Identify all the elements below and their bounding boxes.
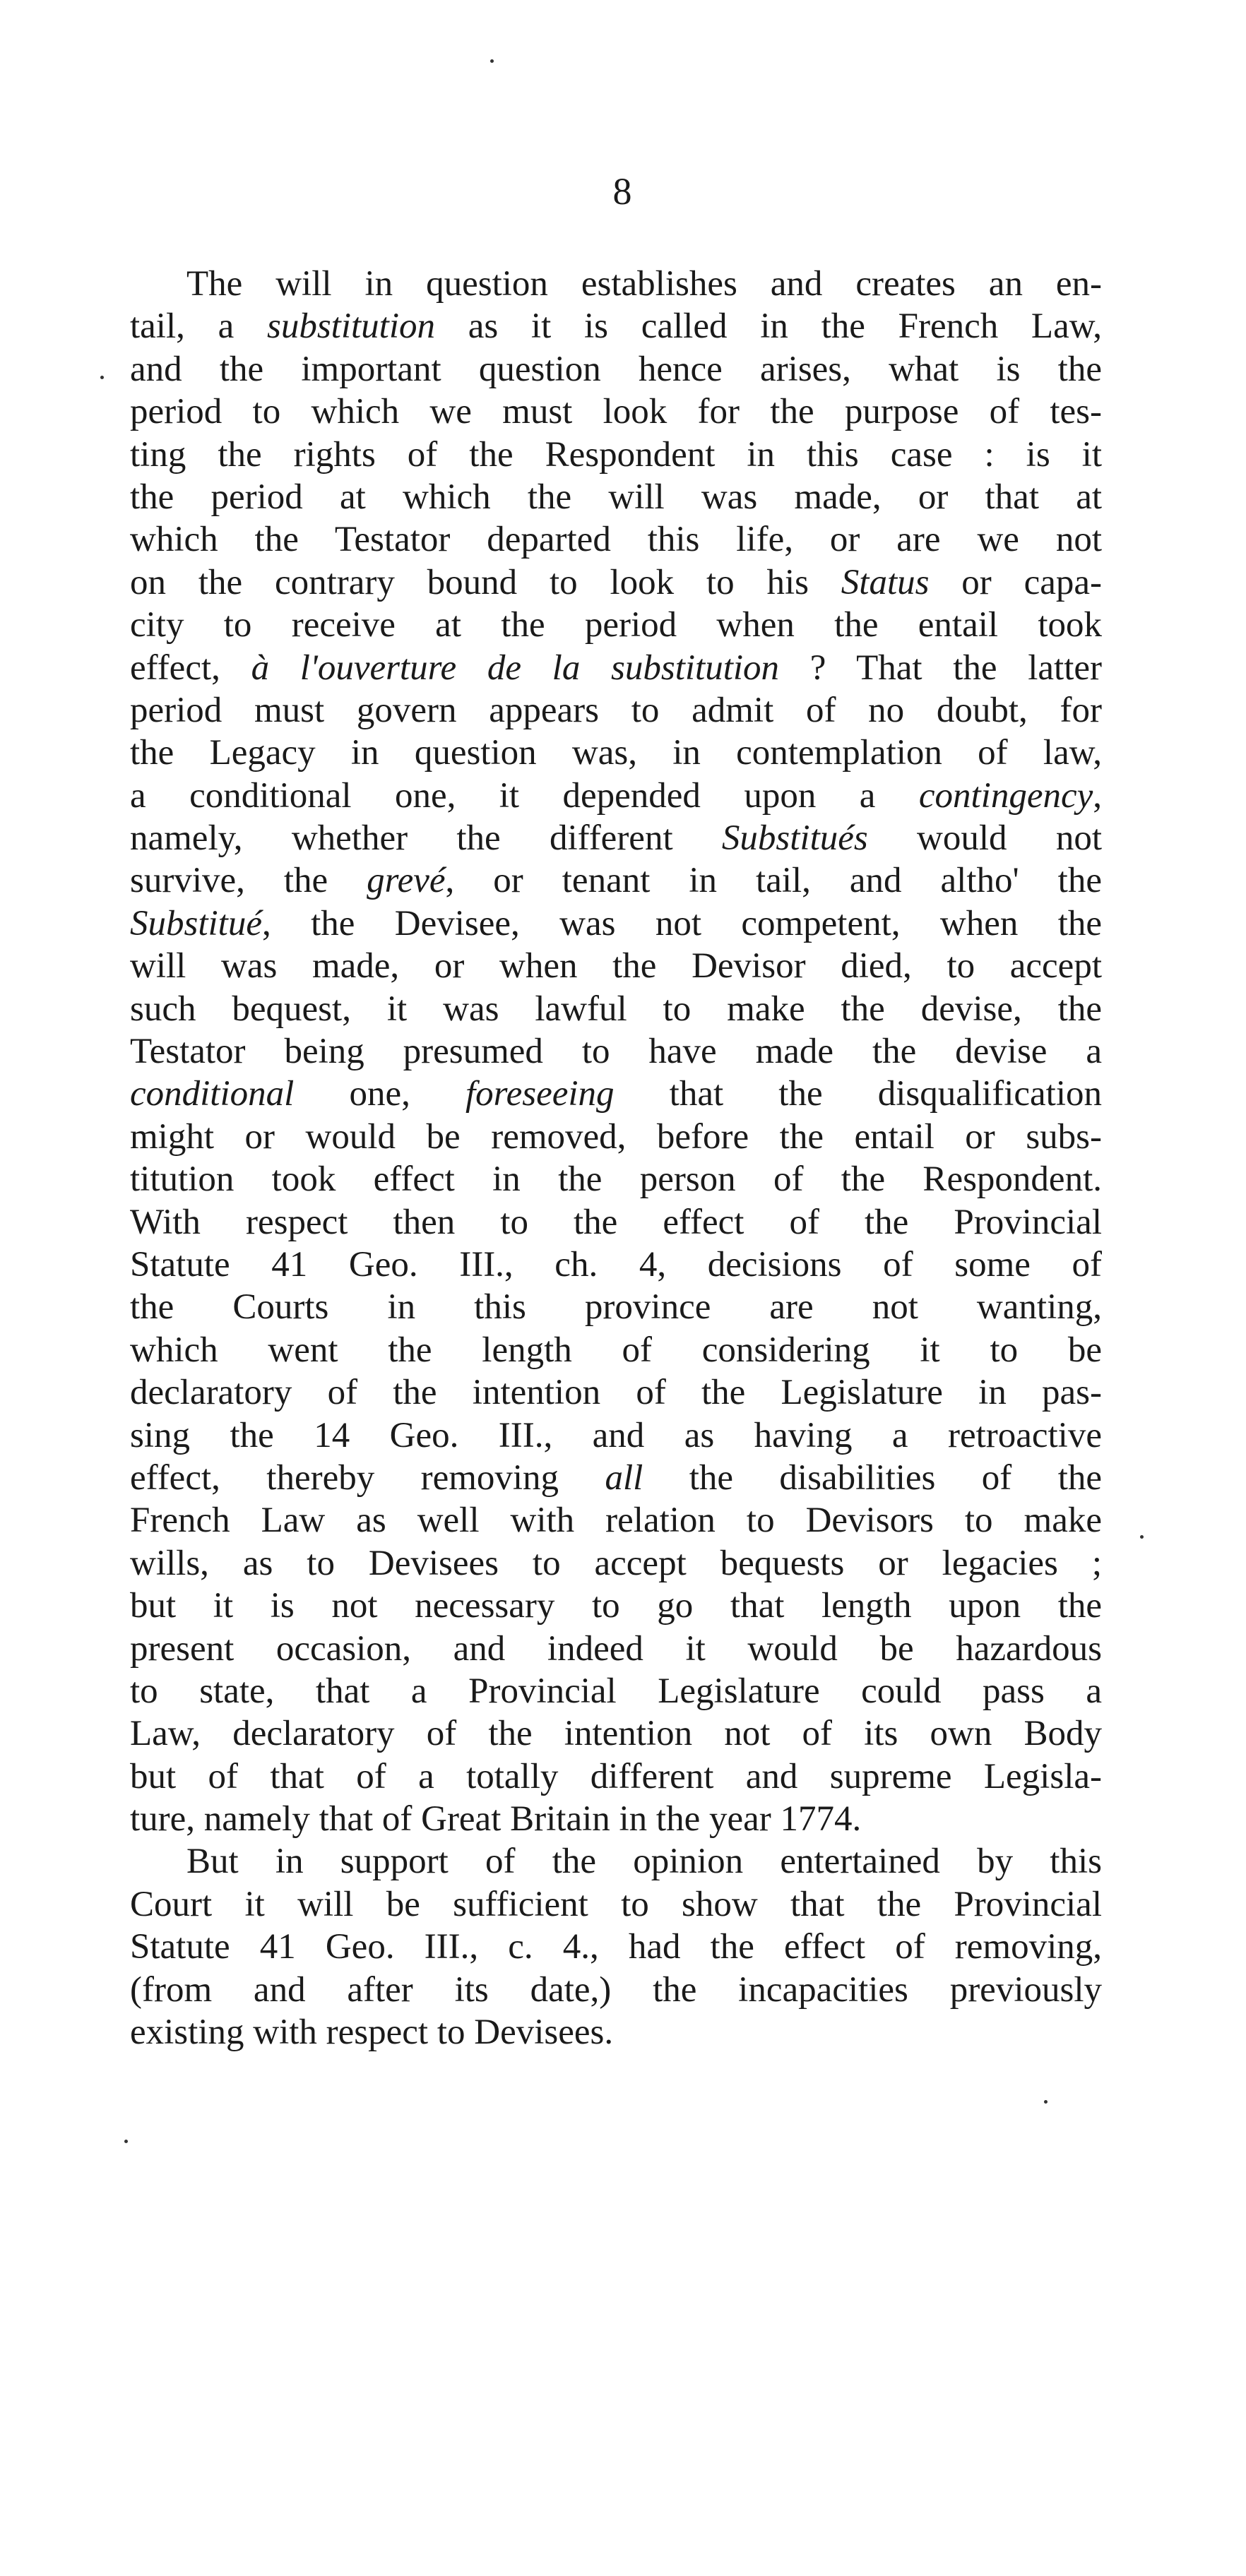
text-line: Testator being presumed to have made the devise a <box>130 1032 1102 1072</box>
text-line: ture, namely that of Great Britain in the year 1774. <box>130 1799 862 1839</box>
text-line: the period at which the will was made, or that at <box>130 477 1102 517</box>
text-line: Court it will be sufficient to show that the Provincial <box>130 1884 1102 1924</box>
text-line: conditional one, foreseeing that the disqualification <box>130 1074 1102 1114</box>
text-line: With respect then to the effect of the Provincial <box>130 1202 1102 1242</box>
text-line: declaratory of the intention of the Legislature in pas- <box>130 1373 1102 1413</box>
text-line: tail, a substitution as it is called in the French Law, <box>130 306 1102 347</box>
text-line: present occasion, and indeed it would be hazardous <box>130 1628 1102 1669</box>
italic-term: grevé <box>367 861 446 901</box>
italic-term: Status <box>841 562 930 602</box>
body-text <box>130 263 1102 2053</box>
paragraph <box>130 1840 1102 2053</box>
italic-term: Substitué <box>130 903 262 943</box>
text-line: and the important question hence arises, what is the <box>130 349 1102 389</box>
text-line: on the contrary bound to look to his Status or capa- <box>130 562 1102 602</box>
text-line: which the Testator departed this life, or are we not <box>130 520 1102 560</box>
text-line: French Law as well with relation to Devisors to make <box>130 1501 1102 1541</box>
text-line: ting the rights of the Respondent in this case : is it <box>130 434 1102 475</box>
text-line: But in support of the opinion entertained by this <box>186 1842 1102 1882</box>
italic-term: substitution <box>266 306 436 347</box>
italic-term: foreseeing <box>465 1074 615 1114</box>
italic-term: all <box>605 1457 643 1498</box>
text-line: effect, à l'ouverture de la substitution ? That the latter <box>130 648 1103 688</box>
text-line: city to receive at the period when the entail took <box>130 605 1102 645</box>
italic-term: contingency <box>918 775 1093 816</box>
text-line: such bequest, it was lawful to make the devise, the <box>130 989 1102 1029</box>
text-line: titution took effect in the person of the Respondent. <box>130 1159 1102 1200</box>
text-line: but of that of a totally different and supreme Legisla- <box>130 1756 1102 1796</box>
text-line: effect, thereby removing all the disabilities of the <box>130 1457 1102 1498</box>
text-line: The will in question establishes and creates an en- <box>186 264 1102 304</box>
text-line: period to which we must look for the purpose of tes- <box>130 392 1102 432</box>
text-line: Law, declaratory of the intention not of its own Body <box>130 1714 1102 1754</box>
text-line: the Legacy in question was, in contemplation of law, <box>130 733 1102 773</box>
text-line: survive, the grevé, or tenant in tail, and altho' the <box>130 861 1102 901</box>
italic-term: conditional <box>130 1074 295 1114</box>
text-line: to state, that a Provincial Legislature could pass a <box>130 1671 1102 1711</box>
text-line: period must govern appears to admit of no doubt, for <box>130 690 1102 730</box>
text-line: will was made, or when the Devisor died, to accept <box>130 946 1102 986</box>
text-line: the Courts in this province are not wanting, <box>130 1287 1102 1328</box>
text-line: might or would be removed, before the entail or subs- <box>130 1116 1102 1157</box>
text-line: Substitué, the Devisee, was not competent, when the <box>130 903 1102 943</box>
text-line: wills, as to Devisees to accept bequests or legacies ; <box>130 1543 1102 1583</box>
text-line: Statute 41 Geo. III., c. 4., had the effect of removing, <box>130 1927 1102 1967</box>
text-line: but it is not necessary to go that length upon the <box>130 1586 1102 1626</box>
text-line: existing with respect to Devisees. <box>130 2012 614 2053</box>
italic-term: à l'ouverture de la substitution <box>251 648 780 688</box>
text-line: namely, whether the different Substitués would not <box>130 818 1102 859</box>
text-line: (from and after its date,) the incapacities previously <box>130 1969 1102 2010</box>
paragraph <box>130 263 1102 1840</box>
text-line: which went the length of considering it to be <box>130 1330 1102 1370</box>
text-line: sing the 14 Geo. III., and as having a retroactive <box>130 1415 1102 1455</box>
italic-term: Substitués <box>721 818 868 859</box>
text-line: a conditional one, it depended upon a contingency, <box>130 775 1102 816</box>
page-number: 8 <box>612 170 634 213</box>
text-line: Statute 41 Geo. III., ch. 4, decisions of some of <box>130 1244 1102 1284</box>
